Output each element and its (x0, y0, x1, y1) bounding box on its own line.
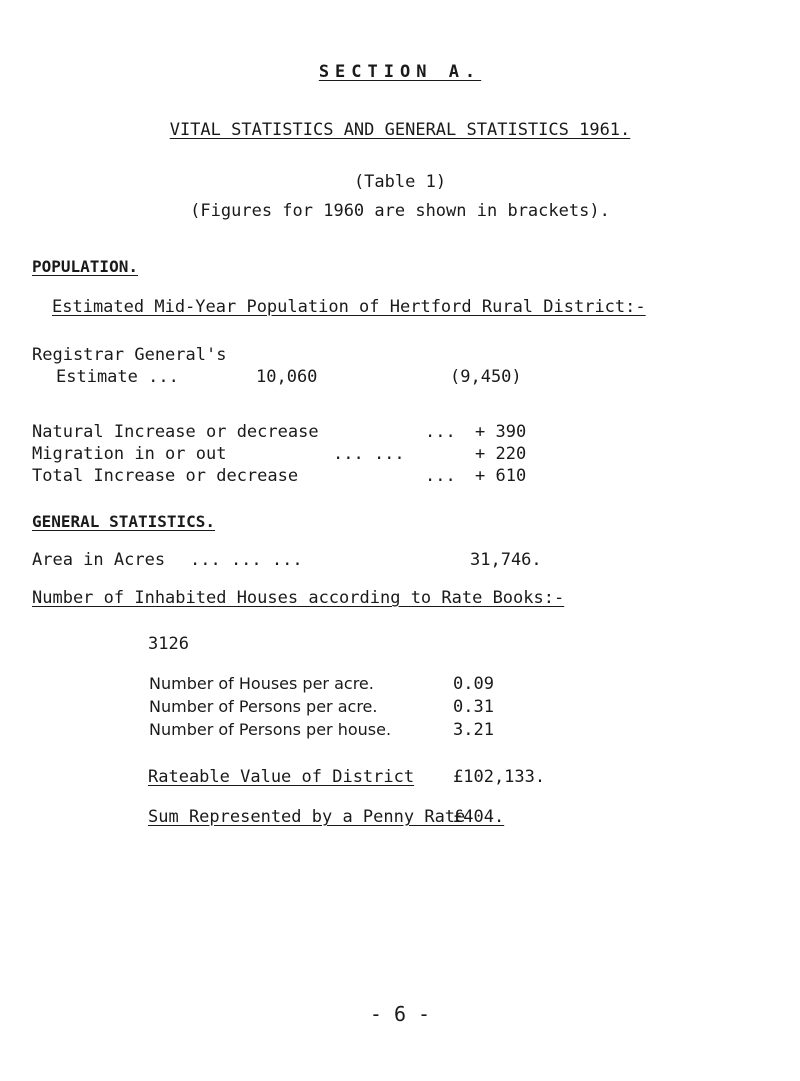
area-label: Area in Acres (32, 550, 166, 570)
penny-rate-value: £404. (453, 807, 505, 827)
main-title: VITAL STATISTICS AND GENERAL STATISTICS 1961. (169, 120, 631, 140)
houses-count: 3126 (148, 634, 189, 654)
penny-rate-label: Sum Represented by a Penny Rate (148, 807, 466, 827)
change-label-natural: Natural Increase or decrease (32, 422, 319, 442)
change-dots-natural: ... (425, 422, 456, 442)
change-label-migration: Migration in or out (32, 444, 227, 464)
density-value-houses-per-acre: 0.09 (453, 674, 494, 694)
area-dots: ... ... ... (190, 550, 303, 570)
registrar-line1: Registrar General's (32, 345, 227, 365)
page-number: - 6 - (369, 1002, 431, 1026)
rateable-label: Rateable Value of District (148, 767, 415, 787)
area-value: 31,746. (470, 550, 542, 570)
change-dots-total: ... (425, 466, 456, 486)
density-value-persons-per-acre: 0.31 (453, 697, 494, 717)
density-label-persons-per-acre: Number of Persons per acre. (149, 697, 378, 716)
houses-heading: Number of Inhabited Houses according to Rate Books:- (32, 588, 565, 608)
table-label: (Table 1) (353, 172, 447, 192)
rateable-value: £102,133. (453, 767, 546, 787)
density-value-persons-per-house: 3.21 (453, 720, 494, 740)
registrar-value: 10,060 (256, 367, 318, 387)
registrar-line2: Estimate ... (56, 367, 179, 387)
figures-note: (Figures for 1960 are shown in brackets). (190, 201, 610, 221)
change-label-total: Total Increase or decrease (32, 466, 299, 486)
general-heading: GENERAL STATISTICS. (32, 512, 216, 531)
change-value-total: + 610 (475, 466, 527, 486)
change-value-migration: + 220 (475, 444, 527, 464)
change-dots-migration: ... ... (333, 444, 405, 464)
section-heading: SECTION A. (318, 62, 482, 82)
change-value-natural: + 390 (475, 422, 527, 442)
registrar-previous: (9,450) (450, 367, 522, 387)
density-label-persons-per-house: Number of Persons per house. (149, 720, 392, 739)
density-label-houses-per-acre: Number of Houses per acre. (149, 674, 374, 693)
estimated-heading: Estimated Mid-Year Population of Hertford Rural District:- (52, 297, 646, 317)
population-heading: POPULATION. (32, 257, 138, 276)
